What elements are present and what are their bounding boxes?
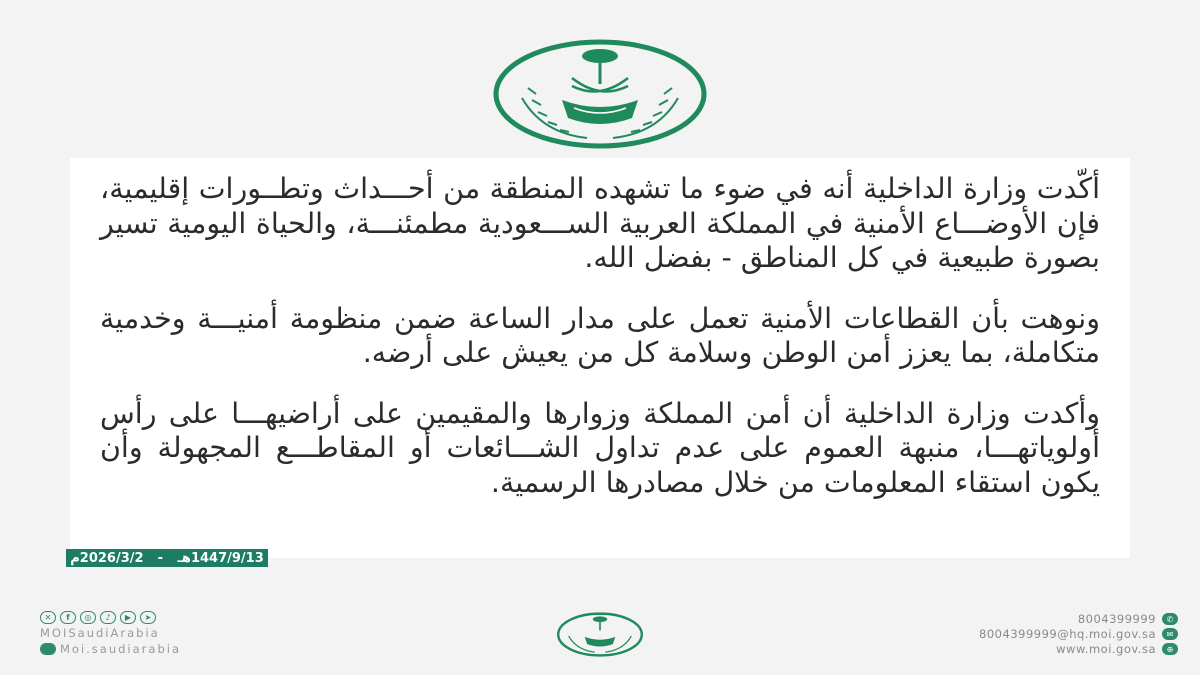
statement-body — [100, 172, 1100, 526]
x-icon[interactable]: ✕ — [40, 611, 56, 624]
footer-emblem-icon — [555, 612, 645, 657]
phone-icon: ✆ — [1162, 613, 1178, 625]
ministry-emblem-icon — [492, 38, 708, 150]
paragraph-2: ونوهت بأن القطاعات الأمنية تعمل على مدار الساعة ضمن منظومة أمنيـــة وخدمية متكاملة، بما يعزز أمن الوطن وسلامة كل من يعيش على أرضه. — [100, 301, 1100, 369]
phone-number[interactable]: 8004399999 — [1077, 612, 1156, 626]
hijri-date: 1447/9/13هـ — [177, 550, 264, 566]
snapchat-icon[interactable] — [40, 643, 56, 655]
email-address[interactable]: 8004399999@hq.moi.gov.sa — [979, 627, 1156, 641]
date-badge — [66, 549, 268, 567]
paragraph-3: وأكدت وزارة الداخلية أن أمن المملكة وزوارها والمقيمين على أراضيهـــا على رأس أولوياتهـــا، منبهة العموم على عدم تداول الشـــائعات أو المقاطـــع المجهولة وأن يكون استقاء المعلومات من خلال مصادرها الرسمية. — [100, 396, 1100, 499]
telegram-icon[interactable]: ➤ — [140, 611, 156, 624]
tiktok-icon[interactable]: ♪ — [100, 611, 116, 624]
date-separator: - — [157, 550, 164, 566]
snapchat-handle[interactable]: Moi.saudiarabia — [60, 642, 181, 656]
social-handle[interactable]: MOISaudiArabia — [40, 626, 160, 640]
instagram-icon[interactable]: ◎ — [80, 611, 96, 624]
email-icon: ✉ — [1162, 628, 1178, 640]
globe-icon: ⊕ — [1162, 643, 1178, 655]
youtube-icon[interactable]: ▶ — [120, 611, 136, 624]
facebook-icon[interactable]: f — [60, 611, 76, 624]
social-block — [40, 611, 181, 656]
gregorian-date: 2026/3/2م — [70, 550, 144, 566]
website-link[interactable]: www.moi.gov.sa — [1056, 642, 1156, 656]
paragraph-1: أكّدت وزارة الداخلية أنه في ضوء ما تشهده المنطقة من أحـــداث وتطــورات إقليمية، فإن الأوضـــاع الأمنية في المملكة العربية الســـعودية مطمئنـــة، والحياة اليومية تسير بصورة طبيعية في كل المناطق - بفضل الله. — [100, 172, 1100, 274]
contact-block — [979, 612, 1178, 657]
